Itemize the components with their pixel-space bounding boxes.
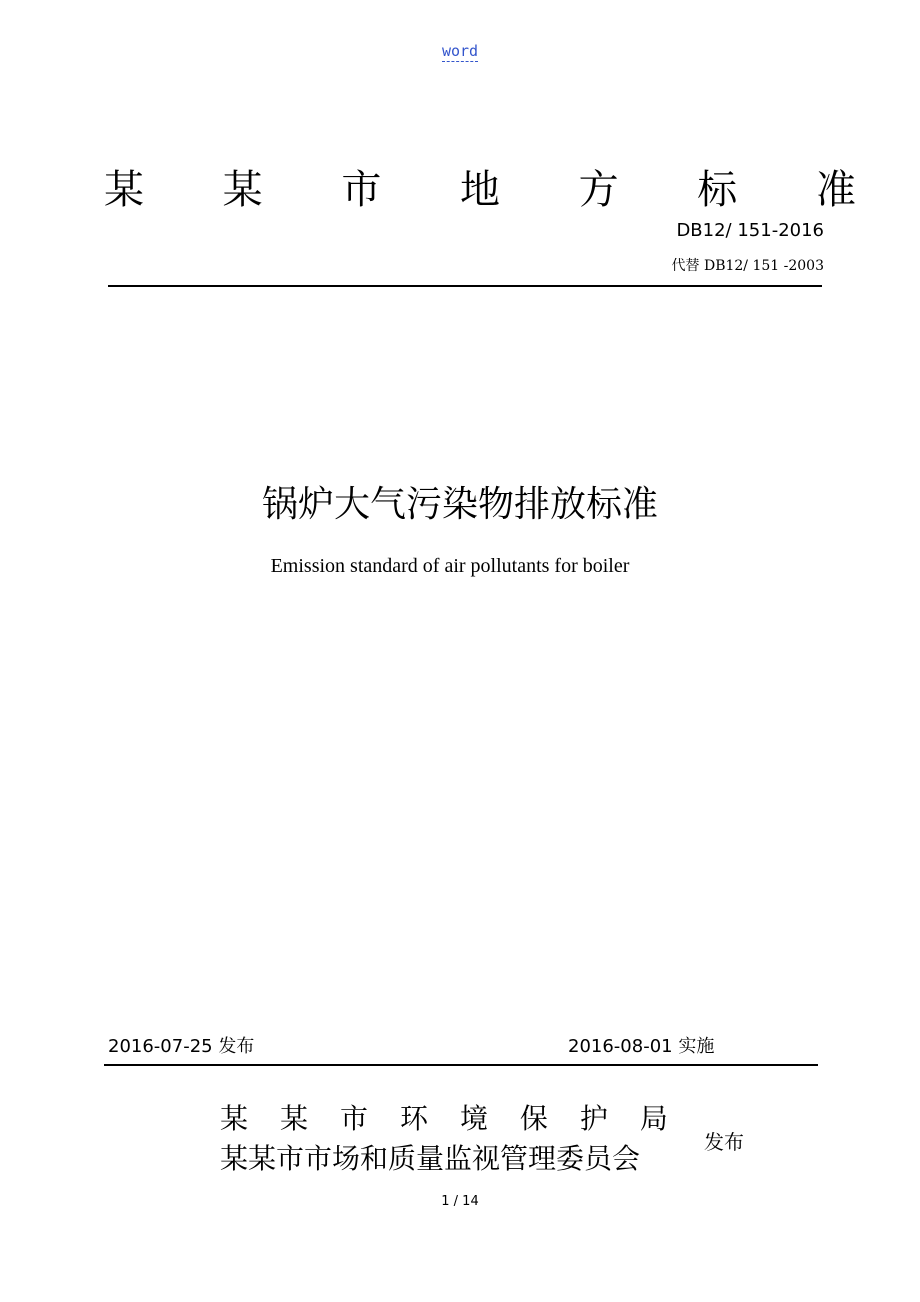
bottom-divider	[104, 1064, 818, 1066]
replaces-standard: 代替 DB12/ 151 -2003	[671, 258, 824, 274]
standard-title-char: 某	[222, 167, 263, 213]
issuer-char: 护	[579, 1102, 608, 1135]
standard-title-char: 市	[341, 167, 382, 213]
issuer-char: 环	[399, 1102, 428, 1135]
header-word-link[interactable]	[0, 40, 920, 62]
issuer-market-quality-committee: 某某市市场和质量监视管理委员会	[220, 1142, 641, 1175]
top-divider	[108, 285, 822, 287]
issuer-char: 保	[519, 1102, 548, 1135]
issue-date: 2016-07-25 发布	[108, 1036, 255, 1057]
page-number: 1 / 14	[441, 1194, 479, 1209]
standard-title-char: 方	[578, 167, 619, 213]
issuer-char: 某	[279, 1102, 308, 1135]
issuer-char: 境	[459, 1102, 488, 1135]
document-title-english: Emission standard of air pollutants for boiler	[270, 555, 630, 577]
standard-title-char: 地	[459, 167, 500, 213]
issuer-char: 市	[339, 1102, 368, 1135]
issuer-char: 局	[639, 1102, 668, 1135]
issuer-environment-bureau	[220, 1100, 668, 1138]
publish-label: 发布	[704, 1130, 744, 1154]
standard-title	[104, 164, 856, 216]
issuer-char: 某	[220, 1102, 249, 1135]
standard-code: DB12/ 151-2016	[676, 220, 824, 241]
standard-title-char: 某	[104, 167, 144, 213]
standard-title-char: 标	[697, 167, 738, 213]
document-title-chinese: 锅炉大气污染物排放标准	[261, 484, 658, 525]
standard-title-char: 准	[815, 167, 856, 213]
implementation-date: 2016-08-01 实施	[568, 1036, 715, 1057]
header-word-link-text[interactable]: word	[441, 42, 479, 60]
